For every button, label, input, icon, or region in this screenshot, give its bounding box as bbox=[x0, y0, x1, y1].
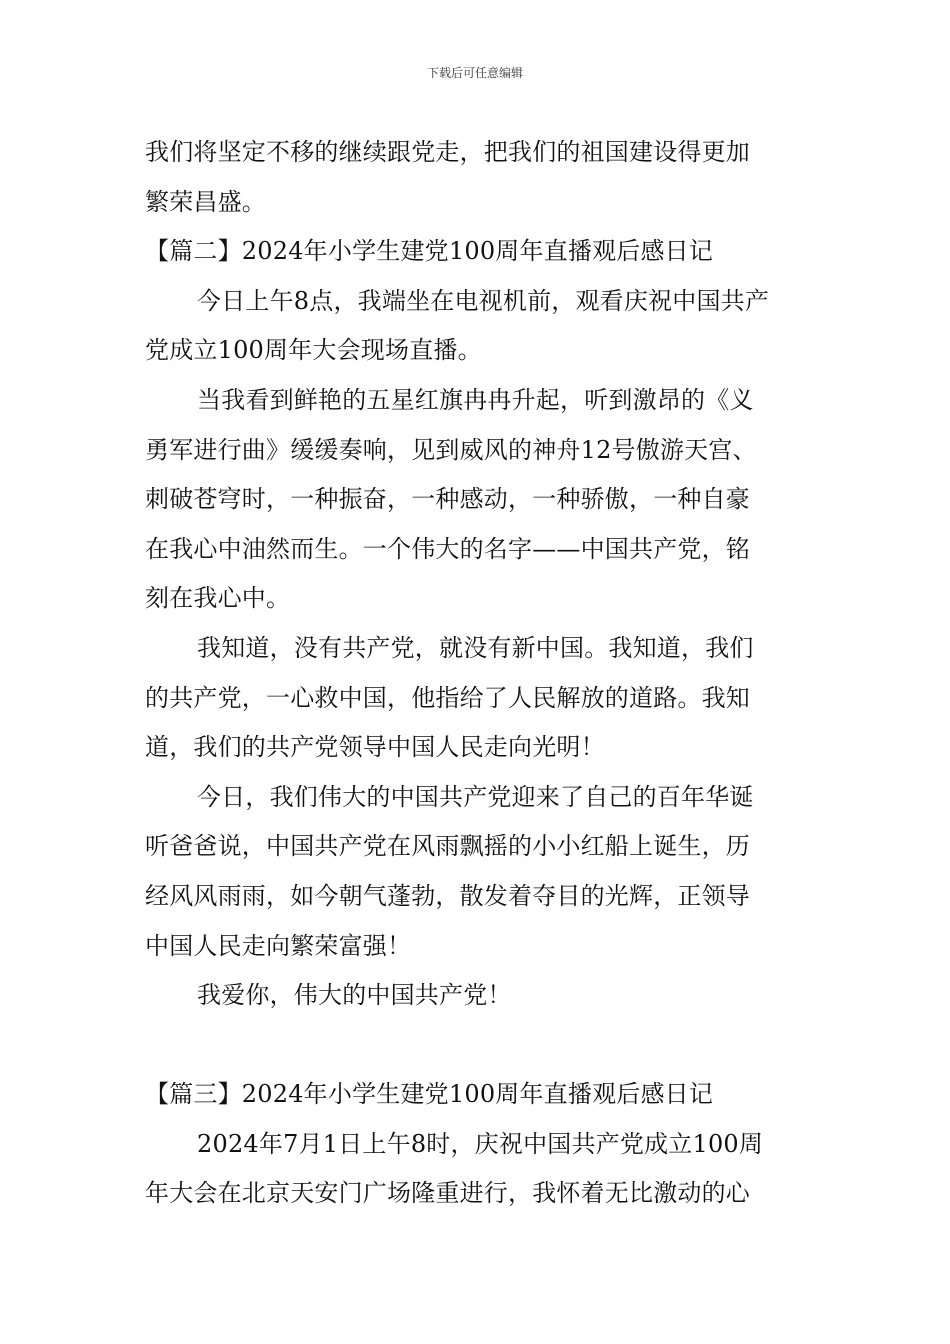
text-line: 年大会在北京天安门广场隆重进行，我怀着无比激动的心 bbox=[145, 1179, 750, 1208]
text-line: 繁荣昌盛。 bbox=[145, 187, 266, 216]
text-line: 党成立100周年大会现场直播。 bbox=[145, 336, 482, 365]
text-line: 道，我们的共产党领导中国人民走向光明！ bbox=[145, 733, 605, 762]
text-line: 今日，我们伟大的中国共产党迎来了自己的百年华诞 bbox=[197, 782, 754, 811]
text-line: 在我心中油然而生。一个伟大的名字——中国共产党，铭 bbox=[145, 534, 750, 563]
text-line: 中国人民走向繁荣富强！ bbox=[145, 931, 412, 960]
text-line: 经风风雨雨，如今朝气蓬勃，散发着夺目的光辉，正领导 bbox=[145, 881, 750, 910]
text-line: 2024年7月1日上午8时，庆祝中国共产党成立100周 bbox=[197, 1129, 764, 1158]
text-line: 我知道，没有共产党，就没有新中国。我知道，我们 bbox=[197, 633, 754, 662]
document-body bbox=[145, 128, 805, 1219]
text-line: 的共产党，一心救中国，他指给了人民解放的道路。我知 bbox=[145, 683, 750, 712]
text-line: 今日上午8点，我端坐在电视机前，观看庆祝中国共产 bbox=[197, 286, 770, 315]
page-header: 下载后可任意编辑 bbox=[426, 66, 523, 80]
text-line: 刻在我心中。 bbox=[145, 584, 291, 613]
text-line: 我们将坚定不移的继续跟党走，把我们的祖国建设得更加 bbox=[145, 138, 750, 166]
text-line: 当我看到鲜艳的五星红旗冉冉升起，听到激昂的《义 bbox=[197, 385, 754, 414]
text-line: 听爸爸说，中国共产党在风雨飘摇的小小红船上诞生，历 bbox=[145, 832, 750, 861]
section-heading-2: 【篇二】2024年小学生建党100周年直播观后感日记 bbox=[145, 237, 714, 266]
section-heading-3: 【篇三】2024年小学生建党100周年直播观后感日记 bbox=[145, 1080, 714, 1109]
text-line: 勇军进行曲》缓缓奏响，见到威风的神舟12号傲游天宫、 bbox=[145, 435, 757, 464]
blank-line bbox=[145, 1021, 805, 1071]
text-line: 刺破苍穹时，一种振奋，一种感动，一种骄傲，一种自豪 bbox=[145, 485, 750, 514]
text-line: 我爱你，伟大的中国共产党！ bbox=[197, 981, 512, 1010]
